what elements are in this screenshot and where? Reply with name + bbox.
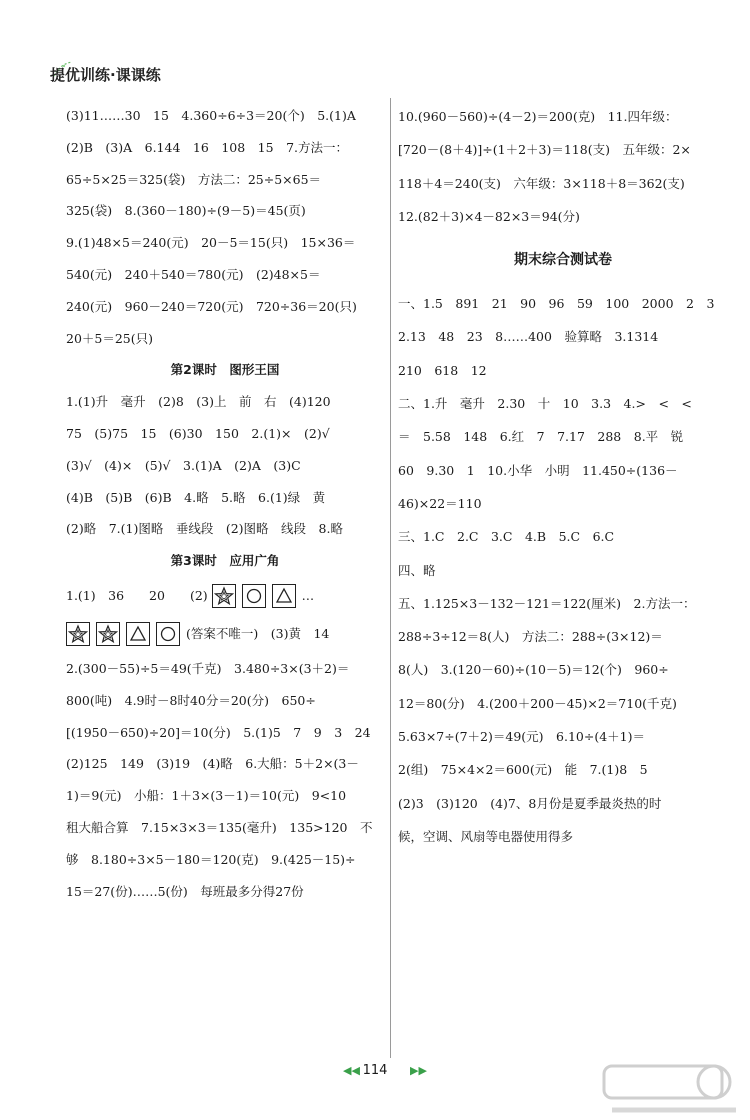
page-number: 114 — [362, 1063, 388, 1078]
shapes-answer-line-2 — [66, 615, 384, 653]
ellipsis-text: … — [301, 587, 315, 603]
next-page-arrows-icon: ▶▶ — [410, 1064, 427, 1077]
answer-line: 325(袋) 8.(360－180)÷(9－5)＝45(页) — [66, 203, 306, 219]
column-divider — [390, 98, 391, 1058]
answer-line: (2)略 7.(1)图略 垂线段 (2)图略 线段 8.略 — [66, 521, 343, 537]
answer-line: 1)＝9(元) 小船：1＋3×(3－1)＝10(元) 9<10 — [66, 788, 347, 804]
star-icon — [66, 622, 90, 646]
triangle-icon — [126, 622, 150, 646]
answer-line: 9.(1)48×5＝240(元) 20－5＝15(只) 15×36＝ — [66, 235, 356, 251]
answer-line: ＝ 5.58 148 6.红 7 7.17 288 8.平 锐 — [398, 429, 684, 445]
answer-line: [(1950－650)÷20]＝10(分) 5.(1)5 7 9 3 24 — [66, 724, 371, 740]
answer-line: 20＋5＝25(只) — [66, 330, 154, 346]
answer-text: 1.(1) 36 20 (2) — [66, 587, 208, 603]
star-icon — [96, 622, 120, 646]
answer-line: 五、1.125×3－132－121＝122(厘米) 2.方法一： — [398, 595, 696, 611]
answer-line: 5.63×7÷(7＋2)＝49(元) 6.10÷(4＋1)＝ — [398, 729, 646, 745]
answer-line: 240(元) 960－240＝720(元) 720÷36＝20(只) — [66, 298, 357, 314]
answer-line: (2)125 149 (3)19 (4)略 6.大船：5＋2×(3－ — [66, 756, 359, 772]
answer-line: 65÷5×25＝325(袋) 方法二：25÷5×65＝ — [66, 171, 322, 187]
star-icon — [212, 584, 236, 608]
answer-line: 15＝27(份)……5(份) 每班最多分得27份 — [66, 883, 304, 899]
answer-line: 12＝80(分) 4.(200＋200－45)×2＝710(千克) — [398, 695, 677, 711]
page-header-title: 提优训练·课课练 — [50, 66, 161, 84]
answer-line: (2)3 (3)120 (4)7、8月份是夏季最炎热的时 — [398, 795, 662, 811]
watermark-logo-icon — [602, 1062, 742, 1120]
right-answers-block-b — [398, 287, 728, 853]
answer-line: 60 9.30 1 10.小华 小明 11.450÷(136－ — [398, 462, 678, 478]
answer-line: (4)B (5)B (6)B 4.略 5.略 6.(1)绿 黄 — [66, 489, 326, 505]
section-title-lesson2: 第2课时 图形王国 — [170, 362, 280, 378]
right-column — [398, 100, 728, 853]
left-answers-block-c — [66, 653, 384, 907]
answer-line: 二、1.升 毫升 2.30 十 10 3.3 4.> < < — [398, 396, 692, 412]
answer-line: 46)×22＝110 — [398, 495, 482, 511]
left-answers-block-b — [66, 386, 384, 545]
answer-line: 1.(1)升 毫升 (2)8 (3)上 前 右 (4)120 — [66, 394, 331, 410]
previous-page-arrows-icon: ◀◀ — [343, 1064, 360, 1077]
triangle-icon — [272, 584, 296, 608]
section-title-lesson3: 第3课时 应用广角 — [170, 553, 280, 569]
answer-text: (答案不唯一) (3)黄 14 — [186, 625, 330, 641]
answer-line: 2.(300－55)÷5＝49(千克) 3.480÷3×(3＋2)＝ — [66, 660, 350, 676]
left-column — [66, 100, 384, 907]
answer-line: 75 (5)75 15 (6)30 150 2.(1)× (2)√ — [66, 425, 330, 441]
answer-line: (2)B (3)A 6.144 16 108 15 7.方法一： — [66, 139, 349, 155]
answer-line: 够 8.180÷3×5－180＝120(克) 9.(425－15)÷ — [66, 851, 356, 867]
answer-line: 2.13 48 23 8……400 验算略 3.1314 — [398, 329, 659, 345]
answer-line: 540(元) 240＋540＝780(元) (2)48×5＝ — [66, 266, 321, 282]
answer-line: 2(组) 75×4×2＝600(元) 能 7.(1)8 5 — [398, 762, 648, 778]
right-answers-block-a — [398, 100, 728, 233]
answer-line: (3)11……30 15 4.360÷6÷3＝20(个) 5.(1)A — [66, 108, 356, 123]
answer-line: [720－(8＋4)]÷(1＋2＋3)＝118(支) 五年级：2× — [398, 142, 691, 158]
answer-line: 210 618 12 — [398, 362, 487, 378]
left-answers-block-a — [66, 100, 384, 354]
answer-line: (3)√ (4)× (5)√ 3.(1)A (2)A (3)C — [66, 457, 301, 473]
answer-line: 三、1.C 2.C 3.C 4.B 5.C 6.C — [398, 529, 615, 545]
answer-line: 12.(82＋3)×4－82×3＝94(分) — [398, 208, 580, 224]
answer-line: 四、略 — [398, 562, 436, 578]
answer-line: 一、1.5 891 21 90 96 59 100 2000 2 3 — [398, 296, 715, 312]
answer-line: 10.(960－560)÷(4－2)＝200(克) 11.四年级： — [398, 109, 678, 124]
answer-line: 118＋4＝240(支) 六年级：3×118＋8＝362(支) — [398, 175, 685, 191]
answer-line: 租大船合算 7.15×3×3＝135(毫升) 135>120 不 — [66, 819, 373, 835]
answer-line: 8(人) 3.(120－60)÷(10－5)＝12(个) 960÷ — [398, 662, 669, 678]
answer-line: 800(吨) 4.9时－8时40分＝20(分) 650÷ — [66, 692, 316, 708]
answer-line: 288÷3÷12＝8(人) 方法二：288÷(3×12)＝ — [398, 629, 663, 645]
answer-line: 候，空调、风扇等电器使用得多 — [398, 828, 574, 844]
circle-icon — [156, 622, 180, 646]
exam-title: 期末综合测试卷 — [514, 252, 612, 269]
circle-icon — [242, 584, 266, 608]
shapes-answer-line-1 — [66, 577, 384, 615]
